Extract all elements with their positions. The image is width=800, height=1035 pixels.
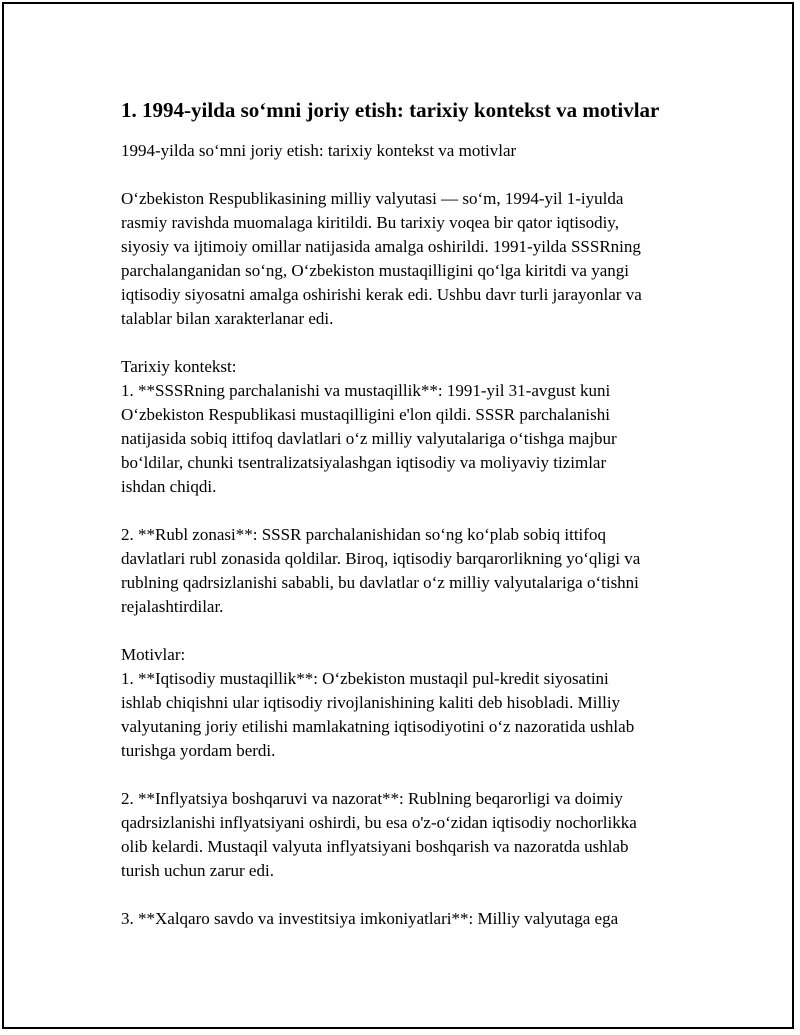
document-title: 1. 1994-yilda so‘mni joriy etish: tarixiy kontekst va motivlar [121, 98, 660, 122]
page-frame [2, 2, 794, 1029]
document-body: 1994-yilda so‘mni joriy etish: tarixiy kontekst va motivlar O‘zbekiston Respublikasining milliy valyutasi — so‘m, 1994-yil 1-iyulda rasmiy ravishda muomalaga kiritildi. Bu tarixiy voqea bir qator iqtisodiy, siyosiy va ijtimoiy omillar natijasida amalga oshirildi. 1991-yilda SSSRning parchalanganidan so‘ng, O‘zbekiston mustaqilligini qo‘lga kiritdi va yangi iqtisodiy siyosatni amalga oshirishi kerak edi. Ushbu davr turli jarayonlar va talablar bilan xarakterlanar edi. Tarixiy kontekst: 1. **SSSRning parchalanishi va mustaqillik**: 1991-yil 31-avgust kuni O‘zbekiston Respublikasi mustaqilligini e'lon qildi. SSSR parchalanishi natijasida sobiq ittifoq davlatlari o‘z milliy valyutalariga o‘tishga majbur bo‘ldilar, chunki tsentralizatsiyalashgan iqtisodiy va moliyaviy tizimlar ishdan chiqdi. 2. **Rubl zonasi**: SSSR parchalanishidan so‘ng ko‘plab sobiq ittifoq davlatlari rubl zonasida qoldilar. Biroq, iqtisodiy barqarorlikning yo‘qligi va rublning qadrsizlanishi sababli, bu davlatlar o‘z milliy valyutalariga o‘tishni rejalashtirdilar. Motivlar: 1. **Iqtisodiy mustaqillik**: O‘zbekiston mustaqil pul-kredit siyosatini ishlab chiqishni ular iqtisodiy rivojlanishining kaliti deb hisobladi. Milliy valyutaning joriy etilishi mamlakatning iqtisodiyotini o‘z nazoratida ushlab turishga yordam berdi. 2. **Inflyatsiya boshqaruvi va nazorat**: Rublning beqarorligi va doimiy qadrsizlanishi inflyatsiyani oshirdi, bu esa o'z-o‘zidan iqtisodiy nochorlikka olib kelardi. Mustaqil valyuta inflyatsiyani boshqarish va nazoratda ushlab turish uchun zarur edi. 3. **Xalqaro savdo va investitsiya imkoniyatlari**: Milliy valyutaga ega [121, 141, 642, 928]
document-content [121, 96, 701, 931]
